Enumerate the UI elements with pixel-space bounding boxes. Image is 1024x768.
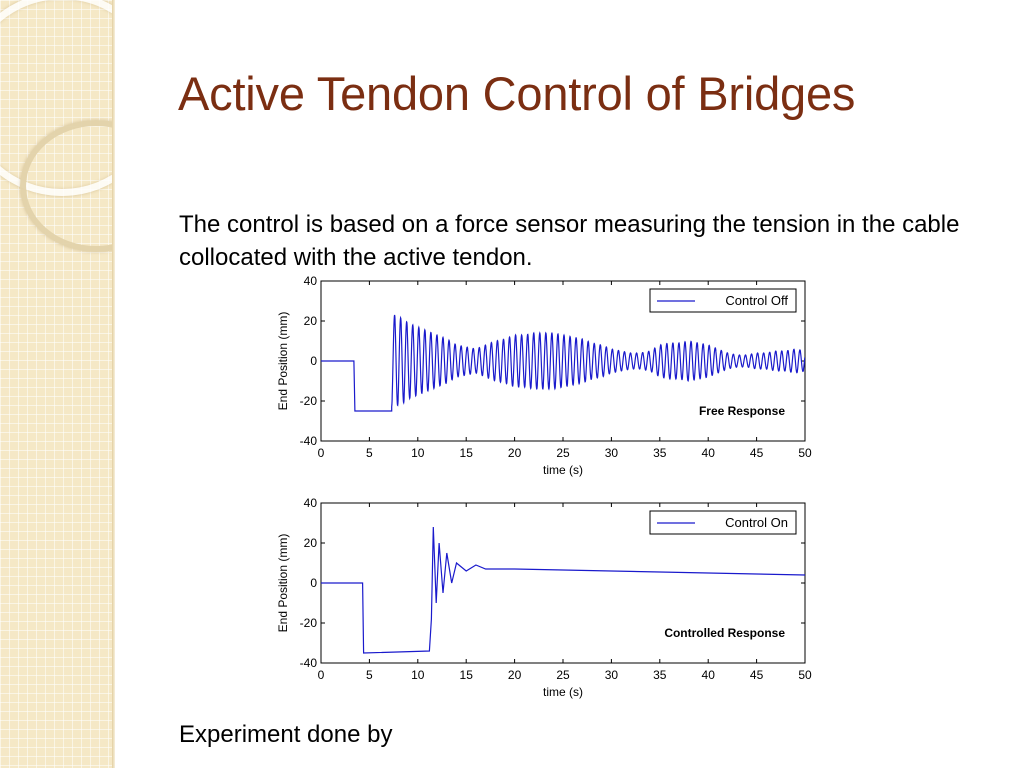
x-tick-label: 35: [653, 446, 667, 460]
x-tick-label: 50: [798, 446, 812, 460]
x-tick-label: 50: [798, 668, 812, 682]
y-tick-label: 20: [303, 536, 317, 550]
chart-svg-1: [270, 494, 830, 716]
controlled-response-chart: [270, 494, 830, 716]
x-axis-label: time (s): [543, 685, 583, 699]
y-axis-label: End Position (mm): [276, 311, 290, 411]
x-tick-label: 0: [317, 668, 325, 682]
legend-label: Control Off: [725, 293, 788, 308]
x-tick-label: 0: [317, 446, 325, 460]
y-tick-label: -20: [299, 394, 317, 408]
chart-annotation: Controlled Response: [664, 626, 785, 640]
slide-title: Active Tendon Control of Bridges: [178, 67, 856, 120]
legend: [650, 511, 796, 534]
x-tick-label: 45: [749, 446, 764, 460]
legend-label: Control On: [725, 515, 788, 530]
y-tick-label: -40: [299, 434, 317, 448]
y-tick-label: 20: [303, 314, 317, 328]
chart-annotation: Free Response: [698, 404, 785, 418]
x-tick-label: 45: [749, 668, 764, 682]
legend: [650, 289, 796, 312]
x-axis-label: time (s): [543, 463, 583, 477]
x-tick-label: 5: [366, 668, 373, 682]
x-tick-label: 10: [411, 446, 425, 460]
x-tick-label: 10: [411, 668, 425, 682]
decorative-side-strip: [0, 0, 112, 768]
y-tick-label: -40: [299, 656, 317, 670]
slide-footer-text: Experiment done by: [179, 721, 393, 748]
y-tick-label: 40: [303, 496, 317, 510]
x-tick-label: 20: [507, 446, 522, 460]
x-tick-label: 15: [459, 446, 473, 460]
x-tick-label: 15: [459, 668, 473, 682]
y-tick-label: 0: [310, 354, 317, 368]
x-tick-label: 35: [653, 668, 667, 682]
y-axis-label: End Position (mm): [276, 533, 290, 633]
y-tick-label: 40: [303, 274, 317, 288]
decorative-side-edge: [112, 0, 115, 768]
x-tick-label: 40: [701, 446, 715, 460]
x-tick-label: 25: [556, 668, 570, 682]
x-tick-label: 20: [507, 668, 522, 682]
x-tick-label: 5: [366, 446, 373, 460]
y-tick-label: -20: [299, 616, 317, 630]
slide-body-text: The control is based on a force sensor measuring the tension in the cable collocated with the active tendon.: [179, 211, 960, 271]
x-tick-label: 30: [604, 446, 619, 460]
free-response-chart: [270, 272, 830, 494]
y-tick-label: 0: [310, 576, 317, 590]
x-tick-label: 30: [604, 668, 619, 682]
x-tick-label: 25: [556, 446, 570, 460]
chart-svg-0: [270, 272, 830, 494]
x-tick-label: 40: [701, 668, 715, 682]
